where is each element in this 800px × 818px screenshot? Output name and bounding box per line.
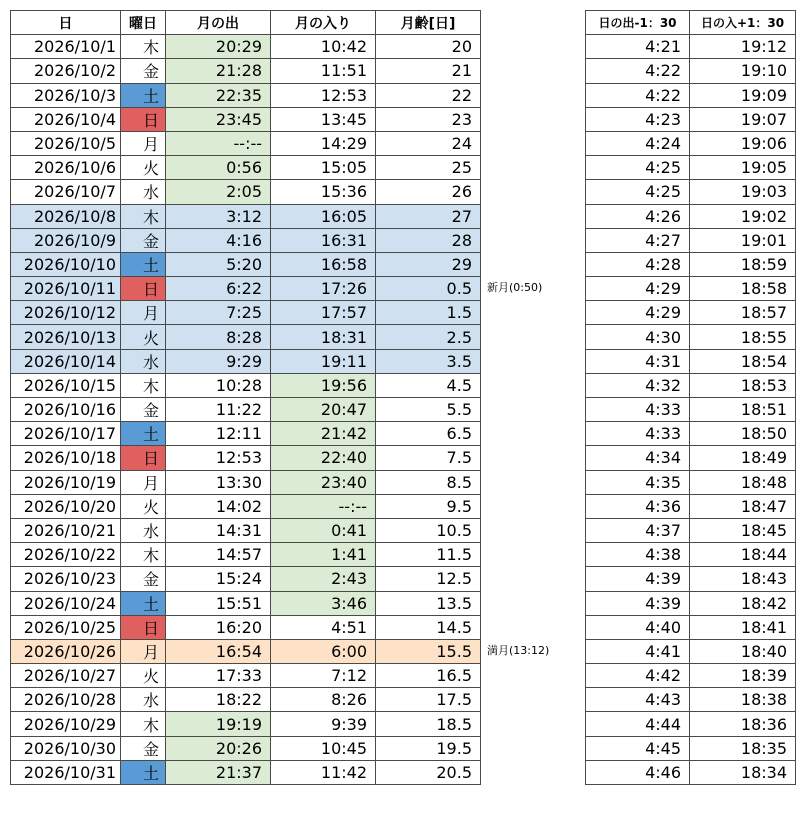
moonrise-cell: 11:22	[166, 398, 271, 422]
weekday-cell: 月	[121, 470, 166, 494]
moonset-cell: 8:26	[271, 688, 376, 712]
sunrise-offset-cell: 4:28	[586, 252, 690, 276]
weekday-cell: 月	[121, 131, 166, 155]
moon-age-cell: 5.5	[376, 398, 481, 422]
moonrise-cell: 21:28	[166, 59, 271, 83]
moonset-cell: 22:40	[271, 446, 376, 470]
header-moon-age: 月齢[日]	[376, 11, 481, 35]
header-sunset-offset: 日の入+1：30	[690, 11, 796, 35]
moonset-cell: 2:43	[271, 567, 376, 591]
weekday-cell: 水	[121, 518, 166, 542]
table-row	[11, 252, 481, 276]
moon-table	[10, 10, 481, 785]
table-row	[586, 422, 796, 446]
table-row	[586, 543, 796, 567]
table-row	[11, 180, 481, 204]
weekday-cell: 日	[121, 107, 166, 131]
table-row	[586, 470, 796, 494]
date-cell: 2026/10/16	[11, 398, 121, 422]
sunrise-offset-cell: 4:32	[586, 373, 690, 397]
sunset-offset-cell: 18:48	[690, 470, 796, 494]
table-row	[586, 228, 796, 252]
date-cell: 2026/10/15	[11, 373, 121, 397]
sunrise-offset-cell: 4:40	[586, 615, 690, 639]
sunset-offset-cell: 19:02	[690, 204, 796, 228]
moon-age-cell: 17.5	[376, 688, 481, 712]
date-cell: 2026/10/13	[11, 325, 121, 349]
weekday-cell: 木	[121, 204, 166, 228]
sunrise-offset-cell: 4:38	[586, 543, 690, 567]
moonrise-cell: 14:31	[166, 518, 271, 542]
moon-age-cell: 26	[376, 180, 481, 204]
sun-table	[585, 10, 796, 785]
moonset-cell: 1:41	[271, 543, 376, 567]
moon-table-header-row	[11, 11, 481, 35]
moonset-cell: 15:05	[271, 156, 376, 180]
date-cell: 2026/10/10	[11, 252, 121, 276]
moon-age-cell: 20	[376, 35, 481, 59]
moonset-cell: 11:42	[271, 760, 376, 784]
moon-age-cell: 2.5	[376, 325, 481, 349]
moon-age-cell: 25	[376, 156, 481, 180]
table-row	[586, 398, 796, 422]
moonset-cell: 23:40	[271, 470, 376, 494]
moonrise-cell: 22:35	[166, 83, 271, 107]
table-row	[586, 301, 796, 325]
moonset-cell: 18:31	[271, 325, 376, 349]
table-row	[11, 543, 481, 567]
weekday-cell: 火	[121, 664, 166, 688]
moonrise-cell: 12:11	[166, 422, 271, 446]
table-row	[586, 180, 796, 204]
weekday-cell: 金	[121, 736, 166, 760]
weekday-cell: 火	[121, 494, 166, 518]
table-row	[586, 252, 796, 276]
table-row	[11, 228, 481, 252]
moonrise-cell: 16:54	[166, 639, 271, 663]
table-row	[11, 664, 481, 688]
weekday-cell: 木	[121, 35, 166, 59]
moon-age-cell: 29	[376, 252, 481, 276]
table-row	[586, 567, 796, 591]
date-cell: 2026/10/19	[11, 470, 121, 494]
moonrise-cell: 14:02	[166, 494, 271, 518]
weekday-cell: 土	[121, 252, 166, 276]
moon-age-cell: 15.5	[376, 639, 481, 663]
moonrise-cell: 4:16	[166, 228, 271, 252]
moonrise-cell: 0:56	[166, 156, 271, 180]
table-row	[11, 518, 481, 542]
table-row	[586, 373, 796, 397]
header-sunrise-offset: 日の出-1：30	[586, 11, 690, 35]
table-row	[11, 422, 481, 446]
weekday-cell: 木	[121, 373, 166, 397]
date-cell: 2026/10/1	[11, 35, 121, 59]
table-row	[586, 446, 796, 470]
date-cell: 2026/10/9	[11, 228, 121, 252]
moonrise-cell: 15:24	[166, 567, 271, 591]
moonset-cell: 16:05	[271, 204, 376, 228]
table-row	[11, 567, 481, 591]
header-date: 日	[11, 11, 121, 35]
moonset-cell: 19:11	[271, 349, 376, 373]
weekday-cell: 土	[121, 83, 166, 107]
moonset-cell: 16:58	[271, 252, 376, 276]
moon-age-cell: 23	[376, 107, 481, 131]
date-cell: 2026/10/23	[11, 567, 121, 591]
date-cell: 2026/10/17	[11, 422, 121, 446]
moon-age-cell: 6.5	[376, 422, 481, 446]
table-row	[586, 156, 796, 180]
weekday-cell: 水	[121, 349, 166, 373]
table-row	[11, 373, 481, 397]
moonrise-cell: 12:53	[166, 446, 271, 470]
table-row	[11, 301, 481, 325]
table-row	[11, 736, 481, 760]
table-row	[11, 591, 481, 615]
weekday-cell: 水	[121, 180, 166, 204]
moonset-cell: 3:46	[271, 591, 376, 615]
sunset-offset-cell: 18:53	[690, 373, 796, 397]
moon-age-cell: 0.5	[376, 277, 481, 301]
sunrise-offset-cell: 4:33	[586, 422, 690, 446]
sunrise-offset-cell: 4:22	[586, 59, 690, 83]
table-row	[586, 35, 796, 59]
table-row	[586, 107, 796, 131]
sunset-offset-cell: 18:43	[690, 567, 796, 591]
sunrise-offset-cell: 4:25	[586, 180, 690, 204]
moonset-cell: 17:57	[271, 301, 376, 325]
table-row	[11, 712, 481, 736]
weekday-cell: 金	[121, 228, 166, 252]
moonrise-cell: 7:25	[166, 301, 271, 325]
moonset-cell: 11:51	[271, 59, 376, 83]
moonset-cell: 19:56	[271, 373, 376, 397]
sun-table-header-row	[586, 11, 796, 35]
sunset-offset-cell: 18:35	[690, 736, 796, 760]
table-row	[11, 325, 481, 349]
table-row	[11, 760, 481, 784]
moon-age-cell: 22	[376, 83, 481, 107]
moon-phase-note: 新月(0:50)	[487, 281, 543, 295]
moonrise-cell: 14:57	[166, 543, 271, 567]
moon-age-cell: 13.5	[376, 591, 481, 615]
table-row	[11, 639, 481, 663]
moon-age-cell: 3.5	[376, 349, 481, 373]
sunrise-offset-cell: 4:25	[586, 156, 690, 180]
sunset-offset-cell: 18:54	[690, 349, 796, 373]
moonset-cell: 21:42	[271, 422, 376, 446]
moonset-cell: 6:00	[271, 639, 376, 663]
moonset-cell: 20:47	[271, 398, 376, 422]
moonrise-cell: 8:28	[166, 325, 271, 349]
weekday-cell: 木	[121, 543, 166, 567]
moonset-cell: 10:42	[271, 35, 376, 59]
moonrise-cell: 13:30	[166, 470, 271, 494]
sunrise-offset-cell: 4:37	[586, 518, 690, 542]
moonset-cell: 0:41	[271, 518, 376, 542]
sunset-offset-cell: 19:10	[690, 59, 796, 83]
moon-age-cell: 14.5	[376, 615, 481, 639]
table-row	[11, 277, 481, 301]
table-row	[11, 494, 481, 518]
weekday-cell: 土	[121, 760, 166, 784]
sunset-offset-cell: 18:57	[690, 301, 796, 325]
sunset-offset-cell: 18:41	[690, 615, 796, 639]
moonset-cell: --:--	[271, 494, 376, 518]
table-row	[586, 639, 796, 663]
moon-age-cell: 9.5	[376, 494, 481, 518]
sunset-offset-cell: 18:39	[690, 664, 796, 688]
date-cell: 2026/10/27	[11, 664, 121, 688]
table-row	[11, 349, 481, 373]
moon-age-cell: 7.5	[376, 446, 481, 470]
sunset-offset-cell: 18:47	[690, 494, 796, 518]
moonrise-cell: 10:28	[166, 373, 271, 397]
sunset-offset-cell: 18:59	[690, 252, 796, 276]
table-row	[586, 131, 796, 155]
date-cell: 2026/10/14	[11, 349, 121, 373]
moonrise-cell: 9:29	[166, 349, 271, 373]
moon-age-cell: 18.5	[376, 712, 481, 736]
table-row	[586, 494, 796, 518]
table-row	[11, 398, 481, 422]
table-row	[11, 204, 481, 228]
weekday-cell: 月	[121, 639, 166, 663]
date-cell: 2026/10/20	[11, 494, 121, 518]
sunrise-offset-cell: 4:44	[586, 712, 690, 736]
moon-age-cell: 16.5	[376, 664, 481, 688]
moon-age-cell: 24	[376, 131, 481, 155]
moon-age-cell: 11.5	[376, 543, 481, 567]
weekday-cell: 土	[121, 591, 166, 615]
sunrise-offset-cell: 4:34	[586, 446, 690, 470]
sunset-offset-cell: 18:36	[690, 712, 796, 736]
weekday-cell: 木	[121, 712, 166, 736]
weekday-cell: 日	[121, 277, 166, 301]
moonrise-cell: 20:26	[166, 736, 271, 760]
sunrise-offset-cell: 4:30	[586, 325, 690, 349]
weekday-cell: 金	[121, 567, 166, 591]
table-row	[586, 736, 796, 760]
moon-age-cell: 1.5	[376, 301, 481, 325]
sunrise-offset-cell: 4:36	[586, 494, 690, 518]
moon-phase-note: 満月(13:12)	[487, 644, 550, 658]
moonrise-cell: 17:33	[166, 664, 271, 688]
sunrise-offset-cell: 4:33	[586, 398, 690, 422]
weekday-cell: 金	[121, 59, 166, 83]
moonset-cell: 13:45	[271, 107, 376, 131]
sunset-offset-cell: 19:03	[690, 180, 796, 204]
moon-age-cell: 12.5	[376, 567, 481, 591]
sunrise-offset-cell: 4:45	[586, 736, 690, 760]
sunset-offset-cell: 18:34	[690, 760, 796, 784]
table-row	[586, 518, 796, 542]
moon-age-cell: 20.5	[376, 760, 481, 784]
table-row	[586, 664, 796, 688]
table-row	[11, 83, 481, 107]
weekday-cell: 土	[121, 422, 166, 446]
weekday-cell: 金	[121, 398, 166, 422]
sunrise-offset-cell: 4:29	[586, 301, 690, 325]
date-cell: 2026/10/26	[11, 639, 121, 663]
weekday-cell: 火	[121, 156, 166, 180]
moonset-cell: 17:26	[271, 277, 376, 301]
sunrise-offset-cell: 4:35	[586, 470, 690, 494]
sunrise-offset-cell: 4:23	[586, 107, 690, 131]
sunrise-offset-cell: 4:41	[586, 639, 690, 663]
sunrise-offset-cell: 4:43	[586, 688, 690, 712]
sunset-offset-cell: 19:05	[690, 156, 796, 180]
table-row	[11, 470, 481, 494]
table-row	[11, 688, 481, 712]
table-row	[586, 688, 796, 712]
table-row	[586, 277, 796, 301]
date-cell: 2026/10/4	[11, 107, 121, 131]
sunrise-offset-cell: 4:29	[586, 277, 690, 301]
moonset-cell: 16:31	[271, 228, 376, 252]
sunrise-offset-cell: 4:26	[586, 204, 690, 228]
moonset-cell: 7:12	[271, 664, 376, 688]
date-cell: 2026/10/18	[11, 446, 121, 470]
sunset-offset-cell: 18:51	[690, 398, 796, 422]
header-weekday: 曜日	[121, 11, 166, 35]
moon-age-cell: 28	[376, 228, 481, 252]
table-row	[11, 59, 481, 83]
sunset-offset-cell: 18:38	[690, 688, 796, 712]
table-row	[586, 349, 796, 373]
moonset-cell: 14:29	[271, 131, 376, 155]
moon-age-cell: 8.5	[376, 470, 481, 494]
weekday-cell: 火	[121, 325, 166, 349]
moonset-cell: 15:36	[271, 180, 376, 204]
moonrise-cell: --:--	[166, 131, 271, 155]
moonrise-cell: 19:19	[166, 712, 271, 736]
header-moonset: 月の入り	[271, 11, 376, 35]
header-moonrise: 月の出	[166, 11, 271, 35]
moonrise-cell: 5:20	[166, 252, 271, 276]
date-cell: 2026/10/22	[11, 543, 121, 567]
moonrise-cell: 16:20	[166, 615, 271, 639]
table-row	[586, 591, 796, 615]
date-cell: 2026/10/6	[11, 156, 121, 180]
moonrise-cell: 23:45	[166, 107, 271, 131]
date-cell: 2026/10/8	[11, 204, 121, 228]
sunset-offset-cell: 18:50	[690, 422, 796, 446]
table-row	[586, 59, 796, 83]
moon-age-cell: 19.5	[376, 736, 481, 760]
sunset-offset-cell: 19:09	[690, 83, 796, 107]
weekday-cell: 水	[121, 688, 166, 712]
date-cell: 2026/10/12	[11, 301, 121, 325]
date-cell: 2026/10/11	[11, 277, 121, 301]
table-row	[586, 325, 796, 349]
date-cell: 2026/10/7	[11, 180, 121, 204]
sunset-offset-cell: 19:07	[690, 107, 796, 131]
table-row	[11, 156, 481, 180]
moonset-cell: 10:45	[271, 736, 376, 760]
moonset-cell: 4:51	[271, 615, 376, 639]
sunrise-offset-cell: 4:24	[586, 131, 690, 155]
date-cell: 2026/10/24	[11, 591, 121, 615]
moon-age-cell: 27	[376, 204, 481, 228]
weekday-cell: 月	[121, 301, 166, 325]
sunrise-offset-cell: 4:39	[586, 591, 690, 615]
table-row	[586, 204, 796, 228]
moonrise-cell: 15:51	[166, 591, 271, 615]
sunrise-offset-cell: 4:31	[586, 349, 690, 373]
moon-age-cell: 21	[376, 59, 481, 83]
date-cell: 2026/10/25	[11, 615, 121, 639]
sunset-offset-cell: 18:49	[690, 446, 796, 470]
date-cell: 2026/10/28	[11, 688, 121, 712]
moonrise-cell: 20:29	[166, 35, 271, 59]
table-row	[586, 760, 796, 784]
sunrise-offset-cell: 4:42	[586, 664, 690, 688]
moonset-cell: 9:39	[271, 712, 376, 736]
date-cell: 2026/10/29	[11, 712, 121, 736]
sunset-offset-cell: 18:58	[690, 277, 796, 301]
sunrise-offset-cell: 4:21	[586, 35, 690, 59]
date-cell: 2026/10/2	[11, 59, 121, 83]
sunset-offset-cell: 18:40	[690, 639, 796, 663]
table-row	[11, 615, 481, 639]
sunrise-offset-cell: 4:39	[586, 567, 690, 591]
table-row	[11, 131, 481, 155]
table-row	[586, 615, 796, 639]
table-row	[11, 446, 481, 470]
moonrise-cell: 18:22	[166, 688, 271, 712]
moonrise-cell: 3:12	[166, 204, 271, 228]
sunset-offset-cell: 19:12	[690, 35, 796, 59]
sunset-offset-cell: 18:45	[690, 518, 796, 542]
table-row	[11, 35, 481, 59]
sunrise-offset-cell: 4:27	[586, 228, 690, 252]
moonrise-cell: 21:37	[166, 760, 271, 784]
sunset-offset-cell: 19:01	[690, 228, 796, 252]
moonrise-cell: 6:22	[166, 277, 271, 301]
moon-age-cell: 10.5	[376, 518, 481, 542]
sunrise-offset-cell: 4:46	[586, 760, 690, 784]
moonrise-cell: 2:05	[166, 180, 271, 204]
moon-age-cell: 4.5	[376, 373, 481, 397]
date-cell: 2026/10/21	[11, 518, 121, 542]
date-cell: 2026/10/3	[11, 83, 121, 107]
sunset-offset-cell: 18:42	[690, 591, 796, 615]
date-cell: 2026/10/5	[11, 131, 121, 155]
table-row	[586, 712, 796, 736]
moonset-cell: 12:53	[271, 83, 376, 107]
date-cell: 2026/10/31	[11, 760, 121, 784]
sunrise-offset-cell: 4:22	[586, 83, 690, 107]
table-row	[11, 107, 481, 131]
table-row	[586, 83, 796, 107]
date-cell: 2026/10/30	[11, 736, 121, 760]
weekday-cell: 日	[121, 615, 166, 639]
weekday-cell: 日	[121, 446, 166, 470]
sunset-offset-cell: 19:06	[690, 131, 796, 155]
sunset-offset-cell: 18:44	[690, 543, 796, 567]
sunset-offset-cell: 18:55	[690, 325, 796, 349]
